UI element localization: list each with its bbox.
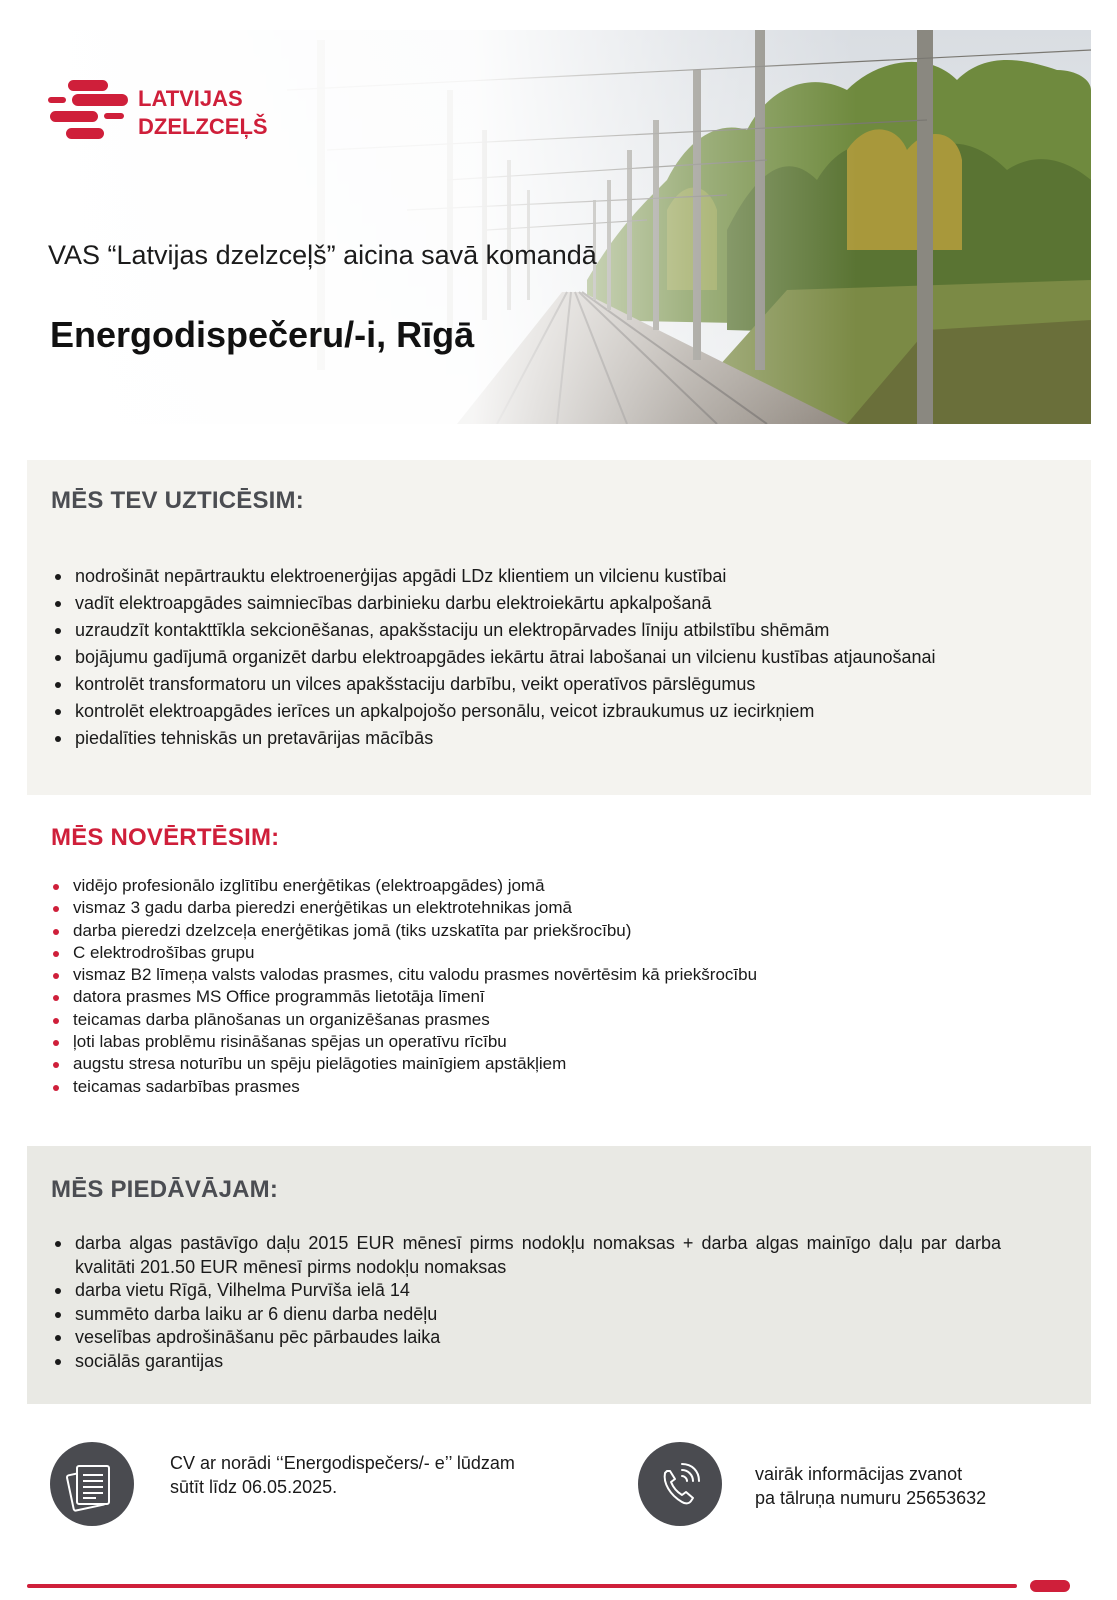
contact-info (755, 1462, 986, 1510)
list-item: veselības apdrošināšanu pēc pārbaudes laika (51, 1326, 1001, 1350)
responsibilities-section (27, 460, 1091, 795)
list-item: summēto darba laiku ar 6 dienu darba nedēļu (51, 1303, 1001, 1327)
list-item: augstu stresa noturību un spēju pielāgoties mainīgiem apstākļiem (49, 1053, 757, 1075)
offer-title: MĒS PIEDĀVĀJAM: (51, 1176, 279, 1203)
phone-icon (638, 1442, 722, 1526)
phone-number[interactable]: pa tālruņa numuru 25653632 (755, 1488, 987, 1508)
header (0, 0, 1117, 425)
documents-icon (50, 1442, 134, 1526)
list-item: teicamas darba plānošanas un organizēšanas prasmes (49, 1009, 757, 1031)
list-item: C elektrodrošības grupu (49, 942, 757, 964)
offer-section (27, 1146, 1091, 1404)
cv-line1: CV ar norādi ‘‘Energodispečers/- e’’ lūdzam (170, 1453, 515, 1473)
responsibilities-list (51, 563, 936, 752)
list-item: vidējo profesionālo izglītību enerģētikas (elektroapgādes) jomā (49, 875, 757, 897)
requirements-title: MĒS NOVĒRTĒSIM: (51, 824, 280, 851)
footer-divider (27, 1584, 1017, 1588)
phone-line1: vairāk informācijas zvanot (755, 1464, 963, 1484)
list-item: darba pieredzi dzelzceļa enerģētikas jomā (tiks uzskatīta par priekšrocību) (49, 920, 757, 942)
list-item: darba vietu Rīgā, Vilhelma Purvīša ielā 14 (51, 1279, 1001, 1303)
list-item: vismaz B2 līmeņa valsts valodas prasmes, citu valodu prasmes novērtēsim kā priekšrocību (49, 964, 757, 986)
list-item: teicamas sadarbības prasmes (49, 1076, 757, 1098)
offer-list (51, 1232, 1001, 1373)
list-item: ļoti labas problēmu risināšanas spējas un operatīvu rīcību (49, 1031, 757, 1053)
cv-instructions (170, 1451, 515, 1499)
list-item: vismaz 3 gadu darba pieredzi enerģētikas un elektrotehnikas jomā (49, 897, 757, 919)
list-item: darba algas pastāvīgo daļu 2015 EUR mēnesī pirms nodokļu nomaksas + darba algas mainīgo daļu par darba kvalitāti 201.50 EUR mēnesī pirms nodokļu nomaksas (51, 1232, 1001, 1279)
responsibilities-title: MĒS TEV UZTICĒSIM: (51, 487, 304, 514)
list-item: bojājumu gadījumā organizēt darbu elektroapgādes iekārtu ātrai labošanai un vilcienu kustības atjaunošanai (51, 644, 936, 671)
list-item: kontrolēt elektroapgādes ierīces un apkalpojošo personālu, veicot izbraukumus uz iecirkņiem (51, 698, 936, 725)
list-item: sociālās garantijas (51, 1350, 1001, 1374)
job-title: Energodispečeru/-i, Rīgā (50, 314, 475, 355)
footer-accent (1030, 1580, 1070, 1592)
list-item: piedalīties tehniskās un pretavārijas mācībās (51, 725, 936, 752)
list-item: datora prasmes MS Office programmās lietotāja līmenī (49, 986, 757, 1008)
logo-line1: LATVIJAS (138, 86, 243, 111)
requirements-section (27, 800, 1091, 1130)
logo-line2: DZELZCEĻŠ (138, 114, 268, 139)
latvijas-dzelzcels-logo (48, 78, 288, 158)
requirements-list (49, 875, 757, 1098)
list-item: vadīt elektroapgādes saimniecības darbinieku darbu elektroiekārtu apkalpošanā (51, 590, 936, 617)
list-item: kontrolēt transformatoru un vilces apakšstaciju darbību, veikt operatīvos pārslēgumus (51, 671, 936, 698)
list-item: uzraudzīt kontakttīkla sekcionēšanas, apakšstaciju un elektropārvades līniju atbilstību shēmām (51, 617, 936, 644)
intro-text: VAS “Latvijas dzelzceļš” aicina savā komandā (48, 240, 597, 270)
list-item: nodrošināt nepārtrauktu elektroenerģijas apgādi LDz klientiem un vilcienu kustībai (51, 563, 936, 590)
cv-line2: sūtīt līdz 06.05.2025. (170, 1477, 338, 1497)
